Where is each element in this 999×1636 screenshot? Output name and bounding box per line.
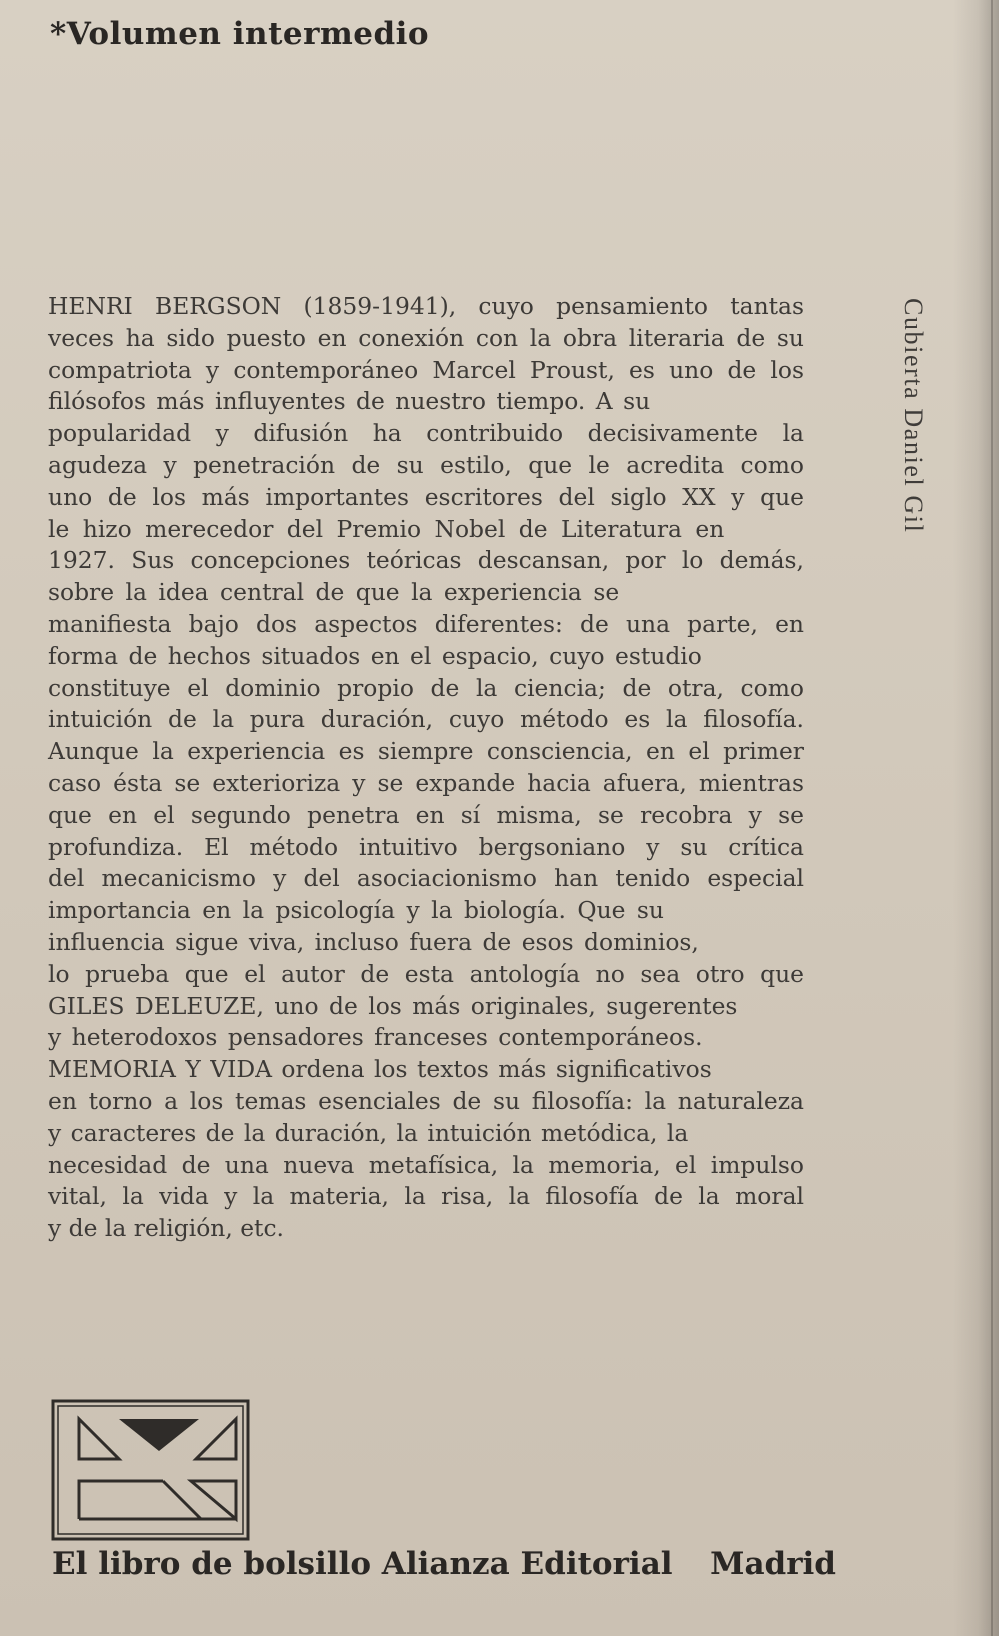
synopsis-text: [48, 291, 804, 1245]
synopsis-line: influencia sigue viva, incluso fuera de esos dominios,: [48, 927, 699, 956]
synopsis-line: necesidad de una nueva metafísica, la memoria, el impulso: [48, 1150, 804, 1179]
cover-edge-line: [991, 0, 993, 1636]
synopsis-line: Aunque la experiencia es siempre consciencia, en el primer: [48, 737, 804, 766]
synopsis-line: y heterodoxos pensadores franceses contemporáneos.: [48, 1023, 703, 1052]
synopsis-line: MEMORIA Y VIDA ordena los textos más significativos: [48, 1055, 712, 1084]
synopsis-line: GILES DELEUZE, uno de los más originales, sugerentes: [48, 991, 738, 1020]
synopsis-line: veces ha sido puesto en conexión con la obra literaria de su: [48, 323, 804, 352]
synopsis-line: filósofos más influyentes de nuestro tiempo. A su: [48, 387, 651, 416]
synopsis-line: lo prueba que el autor de esta antología no sea otro que: [48, 959, 804, 988]
synopsis-line: y caracteres de la duración, la intuición metódica, la: [48, 1118, 689, 1147]
synopsis-line: 1927. Sus concepciones teóricas descansan, por lo demás,: [48, 546, 804, 575]
publisher-name: El libro de bolsillo Alianza Editorial: [52, 1546, 673, 1582]
synopsis-line: caso ésta se exterioriza y se expande hacia afuera, mientras: [48, 768, 804, 797]
synopsis-line: compatriota y contemporáneo Marcel Proust, es uno de los: [48, 355, 804, 384]
synopsis-line: vital, la vida y la materia, la risa, la filosofía de la moral: [48, 1182, 804, 1211]
synopsis-line: del mecanicismo y del asociacionismo han tenido especial: [48, 864, 804, 893]
synopsis-line: importancia en la psicología y la biología. Que su: [48, 896, 664, 925]
synopsis-line: y de la religión, etc.: [48, 1214, 284, 1243]
synopsis-line: forma de hechos situados en el espacio, cuyo estudio: [48, 641, 702, 670]
synopsis-line: intuición de la pura duración, cuyo método es la filosofía.: [48, 705, 804, 734]
synopsis-line: popularidad y difusión ha contribuido decisivamente la: [48, 419, 804, 448]
synopsis-line: sobre la idea central de que la experiencia se: [48, 578, 620, 607]
synopsis-line: profundiza. El método intuitivo bergsoniano y su crítica: [48, 832, 804, 861]
volume-label: *Volumen intermedio: [50, 16, 430, 52]
synopsis-line: manifiesta bajo dos aspectos diferentes: de una parte, en: [48, 609, 804, 638]
synopsis-line: le hizo merecedor del Premio Nobel de Literatura en: [48, 514, 725, 543]
synopsis-line: HENRI BERGSON (1859-1941), cuyo pensamiento tantas: [48, 292, 804, 320]
synopsis-line: en torno a los temas esenciales de su filosofía: la naturaleza: [48, 1086, 804, 1115]
synopsis-line: uno de los más importantes escritores del siglo XX y que: [48, 482, 804, 511]
synopsis-line: que en el segundo penetra en sí misma, se recobra y se: [48, 800, 804, 829]
publisher-city: Madrid: [710, 1546, 836, 1582]
synopsis-line: agudeza y penetración de su estilo, que le acredita como: [48, 450, 804, 479]
alianza-editorial-logo-icon: [51, 1399, 250, 1541]
synopsis-line: constituye el dominio propio de la ciencia; de otra, como: [48, 673, 804, 702]
cover-design-credit: Cubierta Daniel Gil: [899, 298, 928, 534]
